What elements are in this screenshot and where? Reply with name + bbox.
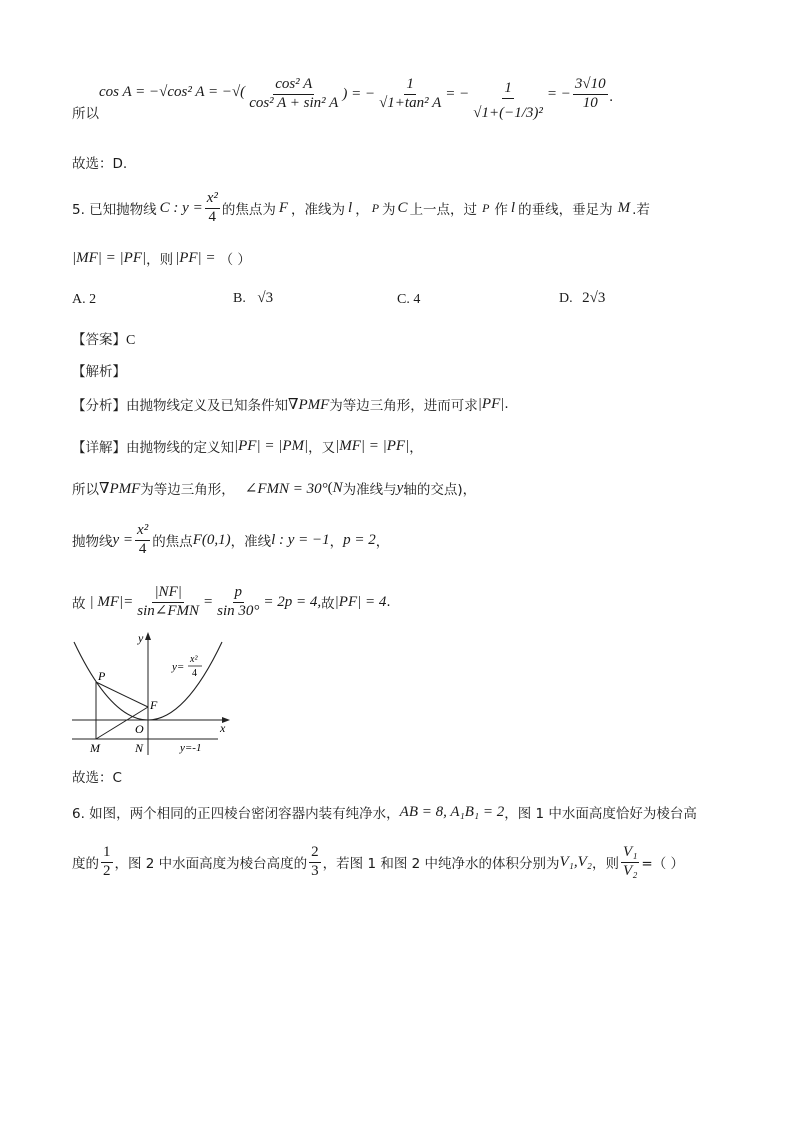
sol-math: | MF|=	[89, 593, 134, 610]
q5-text: 的垂线，垂足为	[518, 202, 613, 218]
sol-math: N	[332, 479, 343, 496]
sol-text: ，准线	[230, 534, 272, 550]
q5-line1	[72, 190, 650, 226]
frac-den: sin 30°	[217, 602, 260, 619]
option-d	[559, 290, 605, 307]
frac-den: cos² A + sin² A	[249, 94, 339, 111]
frac-num: 1	[101, 844, 113, 862]
sol-text: 故	[72, 596, 86, 612]
q6-text: ，图 1 中水面高度恰好为棱台高	[504, 806, 697, 822]
frac-x2-over-4	[135, 522, 150, 558]
fenxi-line	[72, 394, 509, 414]
option-c: C. 4	[397, 292, 421, 307]
sol-text: 为准线与	[342, 482, 397, 498]
option-b	[233, 290, 273, 307]
label-m: M	[90, 741, 100, 755]
answer-line	[72, 328, 135, 349]
xj-math: |PF| = |PM|	[234, 437, 309, 454]
xj-text: 由抛物线的定义知	[126, 440, 234, 456]
q5-text: 上一点，过	[409, 202, 478, 218]
frac-den: sin∠FMN	[137, 602, 200, 619]
frac-den: 4	[208, 208, 217, 225]
q5-text: ，准线为	[291, 202, 346, 218]
q6-text: 度的	[72, 856, 99, 872]
q6-text: ，图 2 中水面高度为棱台高度的	[114, 856, 308, 872]
label-f: F	[150, 698, 158, 712]
frac-v1-over-v2	[621, 844, 639, 880]
label-n: N	[135, 741, 144, 755]
q5-math: l	[348, 199, 353, 216]
sol-math: |PF| = 4	[334, 593, 387, 610]
label-x-axis: x	[220, 721, 226, 735]
frac-nf-over-sin	[135, 584, 201, 620]
expr-cos-sqrt: cos A = −√cos² A = −√(	[99, 83, 246, 100]
frac-num: 2	[309, 844, 321, 862]
q5-math: |PF| =	[175, 249, 216, 266]
frac-1-over-tan	[377, 76, 443, 112]
xiangjie-label: 【详解】	[72, 440, 126, 456]
xiangjie-line	[72, 436, 423, 456]
frac-num: |NF|	[152, 584, 183, 602]
q6-math: AB = 8, A₁B₁ = 2	[399, 803, 505, 820]
fenxi-text: .	[504, 396, 509, 412]
answer-value: C	[126, 333, 136, 348]
frac-num: x²	[205, 190, 220, 208]
q6-line1	[72, 802, 697, 822]
frac-p-over-sin30	[215, 584, 261, 620]
frac-one-half	[101, 844, 113, 880]
sol-math: y	[396, 479, 404, 496]
option-b-value: √3	[257, 290, 274, 306]
option-a: A. 2	[72, 292, 97, 307]
q5-text: 的焦点为	[221, 202, 276, 218]
solution-line5	[72, 580, 391, 624]
q5-math: P	[371, 200, 380, 215]
solution-line4	[72, 520, 389, 560]
sol-text: .	[386, 594, 391, 610]
sol-text: ，	[375, 534, 390, 550]
frac-num: 3√10	[573, 76, 608, 94]
frac-result	[573, 76, 608, 112]
sol-math: ∠FMN = 30°	[244, 480, 328, 497]
sol-math: p = 2	[343, 531, 376, 548]
expr-eq2: ) = −	[342, 85, 376, 102]
frac-num: p	[233, 584, 245, 602]
formula-line-cos	[72, 66, 613, 136]
sol-text: 轴的交点)，	[403, 482, 477, 498]
frac-num: 1	[404, 76, 416, 94]
label-curve-den: 4	[192, 668, 197, 679]
label-o: O	[135, 722, 144, 736]
sol-text: 为等边三角形，	[140, 482, 235, 498]
fenxi-math: ∇PMF	[288, 396, 330, 413]
fenxi-label: 【分析】	[72, 398, 126, 414]
frac-den: √1+(−1/3)²	[473, 104, 543, 121]
frac-den: 2	[103, 862, 111, 879]
q5-math: P	[482, 200, 490, 215]
frac-x2-over-4	[205, 190, 220, 226]
q5-line2	[72, 248, 251, 268]
label-directrix: y=-1	[180, 742, 202, 754]
sol-math: y =	[112, 531, 134, 548]
sol-text: 故	[321, 596, 335, 612]
sol-math: F(0,1)	[192, 531, 231, 548]
q5-text: .若	[632, 202, 650, 218]
q5-text: ，则	[146, 252, 174, 268]
expr-eq3: = −	[445, 85, 470, 102]
y-axis-arrow	[145, 632, 151, 640]
frac-two-thirds	[309, 844, 321, 880]
answer-label: 【答案】	[72, 332, 126, 348]
q6-math: V₁,V₂	[559, 853, 593, 870]
solution-line3	[72, 478, 476, 498]
sol-math: (	[327, 479, 333, 496]
q5-paren: （ ）	[219, 252, 251, 268]
xj-math: |MF| = |PF|	[335, 437, 410, 454]
q6-text: ，则	[592, 856, 620, 872]
frac-num: V₁	[621, 844, 639, 862]
q5-math: |MF| = |PF|	[72, 249, 147, 266]
answer-q4: 故选：D.	[72, 156, 128, 172]
frac-den: 3	[311, 862, 319, 879]
parabola-figure	[68, 630, 238, 760]
fenxi-text: 由抛物线定义及已知条件知	[126, 398, 288, 414]
xj-text: ，又	[308, 440, 336, 456]
q5-math: C : y =	[159, 199, 203, 216]
frac-den: 4	[138, 540, 147, 557]
sol-math: =	[203, 593, 214, 610]
frac-num: cos² A	[273, 76, 314, 94]
frac-den: √1+tan² A	[379, 94, 442, 111]
label-curve-num: x²	[190, 654, 198, 665]
option-d-label: D.	[559, 291, 577, 306]
q5-text: 作	[494, 202, 508, 218]
frac-num: 1	[502, 80, 514, 98]
option-d-value: 2√3	[582, 290, 606, 306]
q6-text: ，若图 1 和图 2 中纯净水的体积分别为	[322, 856, 560, 872]
fenxi-math: |PF|	[477, 395, 505, 412]
sol-math: = 2p = 4,	[263, 593, 322, 610]
option-b-label: B.	[233, 291, 250, 306]
q6-line2	[72, 842, 684, 882]
frac-den: 10	[582, 94, 598, 111]
q5-math: C	[397, 199, 408, 216]
q5-math: F	[278, 199, 289, 216]
fenxi-text: 为等边三角形，进而可求	[329, 398, 478, 414]
q5-text: 为	[382, 202, 396, 218]
segment-pf	[96, 682, 148, 707]
xj-text: ，	[409, 440, 423, 456]
sol-text: 所以	[72, 482, 99, 498]
q5-text: ，	[355, 202, 369, 218]
frac-1-over-third	[471, 80, 545, 122]
sol-math: ∇PMF	[99, 480, 141, 497]
frac-cos-over-sum	[247, 76, 340, 112]
expr-eq4: = −	[546, 85, 571, 102]
expr-end: .	[609, 88, 614, 105]
q6-text: 6. 如图，两个相同的正四棱台密闭容器内装有纯净水，	[72, 806, 400, 822]
label-y-axis: y	[138, 631, 144, 645]
frac-den: V₂	[623, 862, 638, 879]
sol-math: l : y = −1	[271, 531, 330, 548]
sol-text: ，	[329, 534, 344, 550]
q5-math: l	[510, 199, 516, 216]
frac-num: x²	[135, 522, 150, 540]
q5-text: 5. 已知抛物线	[72, 202, 157, 218]
label-curve-prefix: y=	[172, 661, 185, 673]
sol-text: 抛物线	[72, 534, 113, 550]
analysis-label: 【解析】	[72, 364, 126, 380]
sol-text: 的焦点	[152, 534, 193, 550]
answer-q5: 故选：C	[72, 770, 122, 786]
label-p: P	[98, 669, 106, 683]
text-suoyi: 所以	[72, 106, 99, 122]
q5-math: M	[617, 199, 631, 216]
q6-text: =（ ）	[641, 856, 685, 872]
